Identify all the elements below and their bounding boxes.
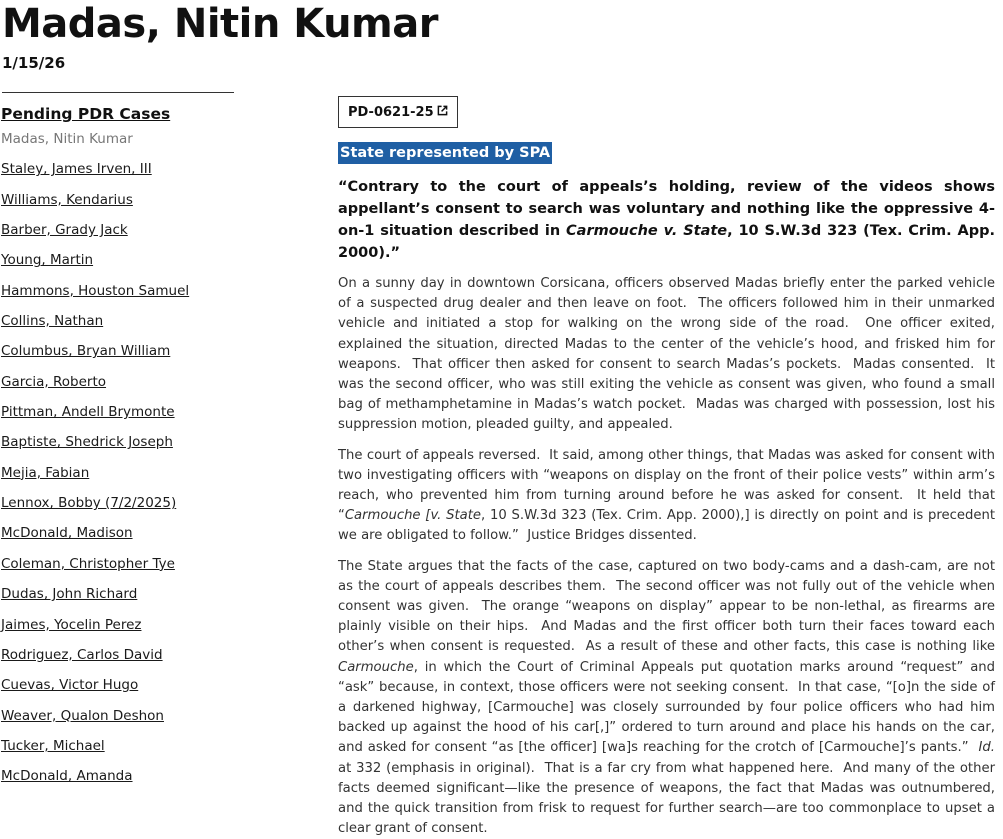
case-link[interactable]: Tucker, Michael [1, 737, 105, 754]
case-list-item [1, 251, 301, 281]
case-link[interactable]: Jaimes, Yocelin Perez [1, 616, 142, 633]
page-date: 1/15/26 [2, 54, 66, 72]
page-title: Madas, Nitin Kumar [2, 1, 438, 47]
case-list-item [1, 160, 301, 190]
p3-italic-2: Id. [978, 740, 995, 756]
case-list-item [1, 737, 301, 767]
case-list-item [1, 524, 301, 554]
headline-case-citation: Carmouche v. State [566, 223, 728, 239]
case-link[interactable]: Coleman, Christopher Tye [1, 555, 175, 572]
header-divider [2, 92, 234, 93]
case-link[interactable]: Dudas, John Richard [1, 586, 138, 603]
case-list-item [1, 646, 301, 676]
case-link[interactable]: Weaver, Qualon Deshon [1, 707, 164, 724]
headline-text-b: , 10 S.W.3d 323 (Tex. Crim. App. 2000).” [338, 223, 995, 261]
pending-cases-sidebar [1, 104, 301, 798]
case-list-item [1, 433, 301, 463]
p2-italic: Carmouche [v. State [344, 508, 482, 524]
case-list-item [1, 676, 301, 706]
case-link[interactable]: Columbus, Bryan William [1, 343, 171, 360]
case-link[interactable]: Collins, Nathan [1, 313, 104, 330]
docket-number-button[interactable] [338, 96, 458, 128]
paragraph-state-argument [338, 557, 995, 839]
external-link-icon [437, 105, 448, 119]
case-link[interactable]: Hammons, Houston Samuel [1, 282, 190, 299]
case-list-item [1, 312, 301, 342]
case-link[interactable]: McDonald, Madison [1, 525, 133, 542]
case-link[interactable]: Baptiste, Shedrick Joseph [1, 434, 173, 451]
case-link[interactable]: McDonald, Amanda [1, 768, 133, 785]
case-link[interactable]: Cuevas, Victor Hugo [1, 677, 139, 694]
p3-text-b: , in which the Court of Criminal Appeals put quotation marks around “request” and “ask” because, in context, those officers were not seeking consent. In that case, “[o]n the side of a darkened highway, [Carmouche] was closely surrounded by four police officers who had him backed up against the hood of his car[,]” ordered to turn around and place his hands on the car, and asked for consent “as [the officer] [wa]s reaching for the crotch of [Carmouche]’s pants.” [338, 659, 995, 756]
case-list-item [1, 221, 301, 251]
paragraph-court-of-appeals [338, 446, 995, 547]
case-list-item [1, 767, 301, 797]
case-list-item [1, 342, 301, 372]
pending-pdr-cases-link[interactable]: Pending PDR Cases [1, 105, 171, 123]
case-link[interactable]: Williams, Kendarius [1, 191, 133, 208]
case-list-item [1, 464, 301, 494]
state-represented-badge: State represented by SPA [338, 142, 552, 164]
p2-text-a: The court of appeals reversed. It said, among other things, that Madas was asked for consent with two investigating officers with “weapons on display on the front of their police vests” within arm’s reach, who prevented him from turning around before he was asked for consent. It held that “ [338, 447, 995, 524]
case-link[interactable]: Rodriguez, Carlos David [1, 646, 163, 663]
case-link[interactable]: Staley, James Irven, III [1, 161, 152, 178]
case-list-item [1, 494, 301, 524]
docket-number-label: PD-0621-25 [348, 104, 434, 120]
case-list-item [1, 191, 301, 221]
case-list-item [1, 403, 301, 433]
case-list-item [1, 555, 301, 585]
p2-text-b: , 10 S.W.3d 323 (Tex. Crim. App. 2000),] is directly on point and is precedent we are obligated to follow.” Justice Bridges dissented. [338, 508, 996, 544]
case-link[interactable]: Pittman, Andell Brymonte [1, 404, 175, 421]
case-list-item [1, 373, 301, 403]
case-main [338, 96, 995, 839]
headline-text-a: “Contrary to the court of appeals’s holding, review of the videos shows appellant’s consent to search was voluntary and nothing like the oppressive 4-on-1 situation described in [338, 179, 995, 239]
case-list [1, 130, 301, 798]
case-list-item [1, 585, 301, 615]
case-link[interactable]: Barber, Grady Jack [1, 222, 128, 239]
case-link[interactable]: Lennox, Bobby (7/2/2025) [1, 495, 177, 512]
case-link[interactable]: Garcia, Roberto [1, 373, 107, 390]
case-list-item [1, 282, 301, 312]
p3-italic-1: Carmouche [338, 659, 414, 675]
case-headline [338, 176, 995, 264]
case-link[interactable]: Young, Martin [1, 252, 94, 269]
p3-text-c: at 332 (emphasis in original). That is a far cry from what happened here. And many of the other facts deemed significant—like the presence of weapons, the fact that Madas was outnumbered, and the quick transition from frisk to request for further search—are too commonplace to upset a clear grant of consent. [338, 760, 995, 837]
paragraph-facts: On a sunny day in downtown Corsicana, officers observed Madas briefly enter the parked vehicle of a suspected drug dealer and then leave on foot. The officers followed him in their unmarked vehicle and initiated a stop for walking on the wrong side of the road. One officer exited, explained the situation, directed Madas to the center of the vehicle’s hood, and frisked him for weapons. That officer then asked for consent to search Madas’s pockets. Madas consented. It was the second officer, who was still exiting the vehicle as consent was given, who found a small bag of methamphetamine in Madas’s watch pocket. Madas was charged with possession, lost his suppression motion, pleaded guilty, and appealed. [338, 276, 995, 433]
case-item-current: Madas, Nitin Kumar [1, 131, 133, 147]
case-link[interactable]: Mejia, Fabian [1, 464, 90, 481]
p3-text-a: The State argues that the facts of the case, captured on two body-cams and a dash-cam, are not as the court of appeals describes them. The second officer was not fully out of the vehicle when consent was given. The orange “weapons on display” appear to be non-lethal, as firearms are plainly visible on their hips. And Madas and the first officer both turn their faces toward each other’s when consent is requested. As a result of these and other facts, this case is nothing like [338, 558, 995, 655]
case-list-item [1, 616, 301, 646]
case-list-item [1, 707, 301, 737]
